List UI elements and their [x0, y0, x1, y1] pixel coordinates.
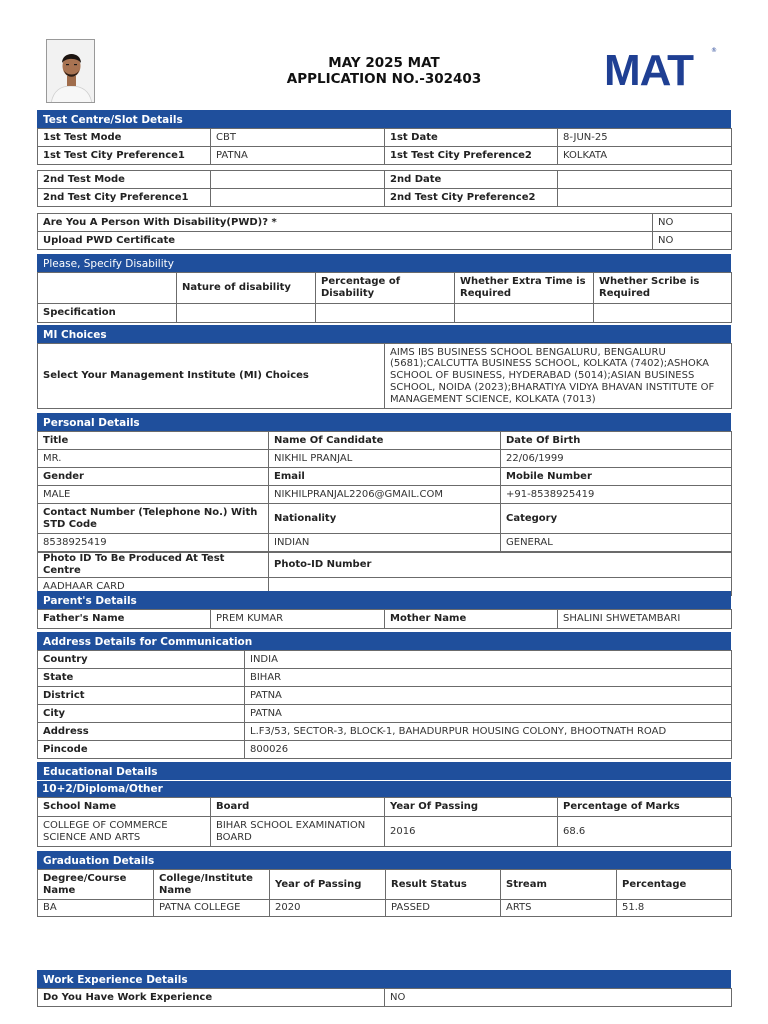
personal-heading: Personal Details [37, 413, 731, 431]
column-header [38, 273, 177, 304]
table-row [38, 741, 732, 759]
column-header: School Name [38, 798, 211, 817]
column-header: College/Institute Name [154, 870, 270, 900]
mi-label: Select Your Management Institute (MI) Choices [38, 344, 385, 409]
table-header-row [38, 553, 732, 578]
column-header: Stream [501, 870, 617, 900]
field-value: INDIA [245, 651, 732, 669]
table-row [38, 232, 732, 250]
field-value: MR. [38, 450, 269, 468]
personal-section [37, 413, 731, 596]
column-header: Percentage of Disability [316, 273, 455, 304]
field-value: PATNA [211, 147, 385, 165]
field-label: City [38, 705, 245, 723]
field-value [211, 189, 385, 207]
title-line-2: APPLICATION NO.-302403 [286, 71, 482, 87]
field-value: 22/06/1999 [501, 450, 732, 468]
field-label: Name Of Candidate [269, 432, 501, 450]
field-value [558, 189, 732, 207]
disability-heading: Please, Specify Disability [37, 254, 731, 272]
work-table [37, 988, 732, 1007]
column-header: Year Of Passing [385, 798, 558, 817]
education-heading: Educational Details [37, 762, 731, 780]
parents-section [37, 591, 731, 629]
table-row [38, 687, 732, 705]
table-header-row [38, 468, 732, 486]
disability-table [37, 272, 732, 323]
field-value: NIKHIL PRANJAL [269, 450, 501, 468]
table-header-row [38, 432, 732, 450]
work-experience-value: NO [385, 989, 732, 1007]
column-header: Degree/Course Name [38, 870, 154, 900]
field-value: BIHAR [245, 669, 732, 687]
father-name-value: PREM KUMAR [211, 610, 385, 629]
table-row [38, 817, 732, 847]
test-centre-section [37, 110, 731, 165]
field-value [558, 171, 732, 189]
table-cell: COLLEGE OF COMMERCE SCIENCE AND ARTS [38, 817, 211, 847]
table-row [38, 147, 732, 165]
field-label: Photo ID To Be Produced At Test Centre [38, 553, 269, 578]
field-label: 1st Test Mode [38, 129, 211, 147]
candidate-photo [46, 39, 95, 103]
mother-name-value: SHALINI SHWETAMBARI [558, 610, 732, 629]
pwd-answer: NO [653, 214, 732, 232]
mi-value: AIMS IBS BUSINESS SCHOOL BENGALURU, BENGALURU (5681);CALCUTTA BUSINESS SCHOOL, KOLKATA (7402);ASHOKA SCHOOL OF BUSINESS, HYDERABAD (5014);ASIAN BUSINESS SCHOOL, NOIDA (2023);BHARATIYA VIDYA BHAVAN INSTITUTE OF MANAGEMENT SCIENCE, KOLKATA (7013) [385, 344, 732, 409]
field-label: Gender [38, 468, 269, 486]
table-row [38, 669, 732, 687]
field-label: State [38, 669, 245, 687]
table-row [38, 129, 732, 147]
table-row [38, 989, 732, 1007]
graduation-section [37, 851, 731, 917]
field-value: MALE [38, 486, 269, 504]
field-label: 2nd Date [385, 171, 558, 189]
table-header-row [38, 504, 732, 534]
field-label: Country [38, 651, 245, 669]
field-label: Contact Number (Telephone No.) With STD Code [38, 504, 269, 534]
work-section [37, 970, 731, 1007]
mat-logo: MAT [604, 46, 694, 95]
education-subheading: 10+2/Diploma/Other [37, 780, 731, 797]
field-label: 2nd Test City Preference2 [385, 189, 558, 207]
registered-mark: ® [711, 47, 717, 54]
table-cell [594, 304, 732, 323]
column-header: Board [211, 798, 385, 817]
page-header [0, 0, 768, 110]
field-value [211, 171, 385, 189]
column-header: Percentage of Marks [558, 798, 732, 817]
test-slot1-table [37, 128, 732, 165]
graduation-heading: Graduation Details [37, 851, 731, 869]
table-row [38, 534, 732, 552]
table-header-row [38, 273, 732, 304]
work-heading: Work Experience Details [37, 970, 731, 988]
column-header: Year of Passing [270, 870, 386, 900]
table-row [38, 723, 732, 741]
test-slot2-table [37, 170, 732, 207]
table-row [38, 344, 732, 409]
field-label: 2nd Test Mode [38, 171, 211, 189]
field-label: 1st Test City Preference1 [38, 147, 211, 165]
pwd-question: Are You A Person With Disability(PWD)? * [38, 214, 653, 232]
field-value: PATNA [245, 705, 732, 723]
table-cell [455, 304, 594, 323]
field-label: Mobile Number [501, 468, 732, 486]
mi-section [37, 325, 731, 409]
disability-section [37, 254, 731, 323]
table-cell: BIHAR SCHOOL EXAMINATION BOARD [211, 817, 385, 847]
address-heading: Address Details for Communication [37, 632, 731, 650]
table-cell: 2016 [385, 817, 558, 847]
table-cell: ARTS [501, 900, 617, 917]
table-cell: PATNA COLLEGE [154, 900, 270, 917]
application-title [200, 55, 568, 87]
field-value: INDIAN [269, 534, 501, 552]
field-value: KOLKATA [558, 147, 732, 165]
table-row [38, 486, 732, 504]
field-label: 1st Test City Preference2 [385, 147, 558, 165]
field-value: CBT [211, 129, 385, 147]
table-row [38, 705, 732, 723]
mi-heading: MI Choices [37, 325, 731, 343]
field-label: Nationality [269, 504, 501, 534]
parents-table [37, 609, 732, 629]
table-row [38, 610, 732, 629]
column-header: Percentage [617, 870, 732, 900]
table-row [38, 900, 732, 917]
column-header: Whether Scribe is Required [594, 273, 732, 304]
mi-table [37, 343, 732, 409]
column-header: Nature of disability [177, 273, 316, 304]
table-cell [316, 304, 455, 323]
field-value: +91-8538925419 [501, 486, 732, 504]
education-section [37, 762, 731, 847]
specification-label: Specification [38, 304, 177, 323]
table-cell: 68.6 [558, 817, 732, 847]
field-label: 1st Date [385, 129, 558, 147]
personal-table [37, 431, 732, 552]
pwd-certificate-label: Upload PWD Certificate [38, 232, 653, 250]
pwd-certificate-value: NO [653, 232, 732, 250]
field-value: 800026 [245, 741, 732, 759]
table-row [38, 651, 732, 669]
field-value: PATNA [245, 687, 732, 705]
mother-name-label: Mother Name [385, 610, 558, 629]
field-label: Pincode [38, 741, 245, 759]
address-table [37, 650, 732, 759]
table-row [38, 450, 732, 468]
table-cell: BA [38, 900, 154, 917]
graduation-table [37, 869, 732, 917]
pwd-table [37, 213, 732, 250]
photo-id-table [37, 552, 732, 596]
column-header: Result Status [386, 870, 501, 900]
field-value: GENERAL [501, 534, 732, 552]
education-table [37, 797, 732, 847]
table-row [38, 171, 732, 189]
work-experience-label: Do You Have Work Experience [38, 989, 385, 1007]
field-label: Date Of Birth [501, 432, 732, 450]
field-label: Email [269, 468, 501, 486]
table-header-row [38, 798, 732, 817]
table-cell [177, 304, 316, 323]
pwd-section [37, 213, 731, 250]
field-label: Title [38, 432, 269, 450]
table-row [38, 304, 732, 323]
table-cell: 51.8 [617, 900, 732, 917]
field-label: Address [38, 723, 245, 741]
parents-heading: Parent's Details [37, 591, 731, 609]
field-value: L.F3/53, SECTOR-3, BLOCK-1, BAHADURPUR HOUSING COLONY, BHOOTNATH ROAD [245, 723, 732, 741]
table-row [38, 189, 732, 207]
table-header-row [38, 870, 732, 900]
field-label: District [38, 687, 245, 705]
field-value: NIKHILPRANJAL2206@GMAIL.COM [269, 486, 501, 504]
table-cell: 2020 [270, 900, 386, 917]
field-label: Photo-ID Number [269, 553, 732, 578]
table-row [38, 214, 732, 232]
column-header: Whether Extra Time is Required [455, 273, 594, 304]
title-line-1: MAY 2025 MAT [328, 55, 440, 71]
table-cell: PASSED [386, 900, 501, 917]
field-value: AADHAAR CARD [38, 578, 269, 596]
field-label: 2nd Test City Preference1 [38, 189, 211, 207]
field-label: Category [501, 504, 732, 534]
field-value: 8-JUN-25 [558, 129, 732, 147]
field-value: 8538925419 [38, 534, 269, 552]
address-section [37, 632, 731, 759]
father-name-label: Father's Name [38, 610, 211, 629]
test-centre-heading: Test Centre/Slot Details [37, 110, 731, 128]
test-slot2-section [37, 170, 731, 207]
